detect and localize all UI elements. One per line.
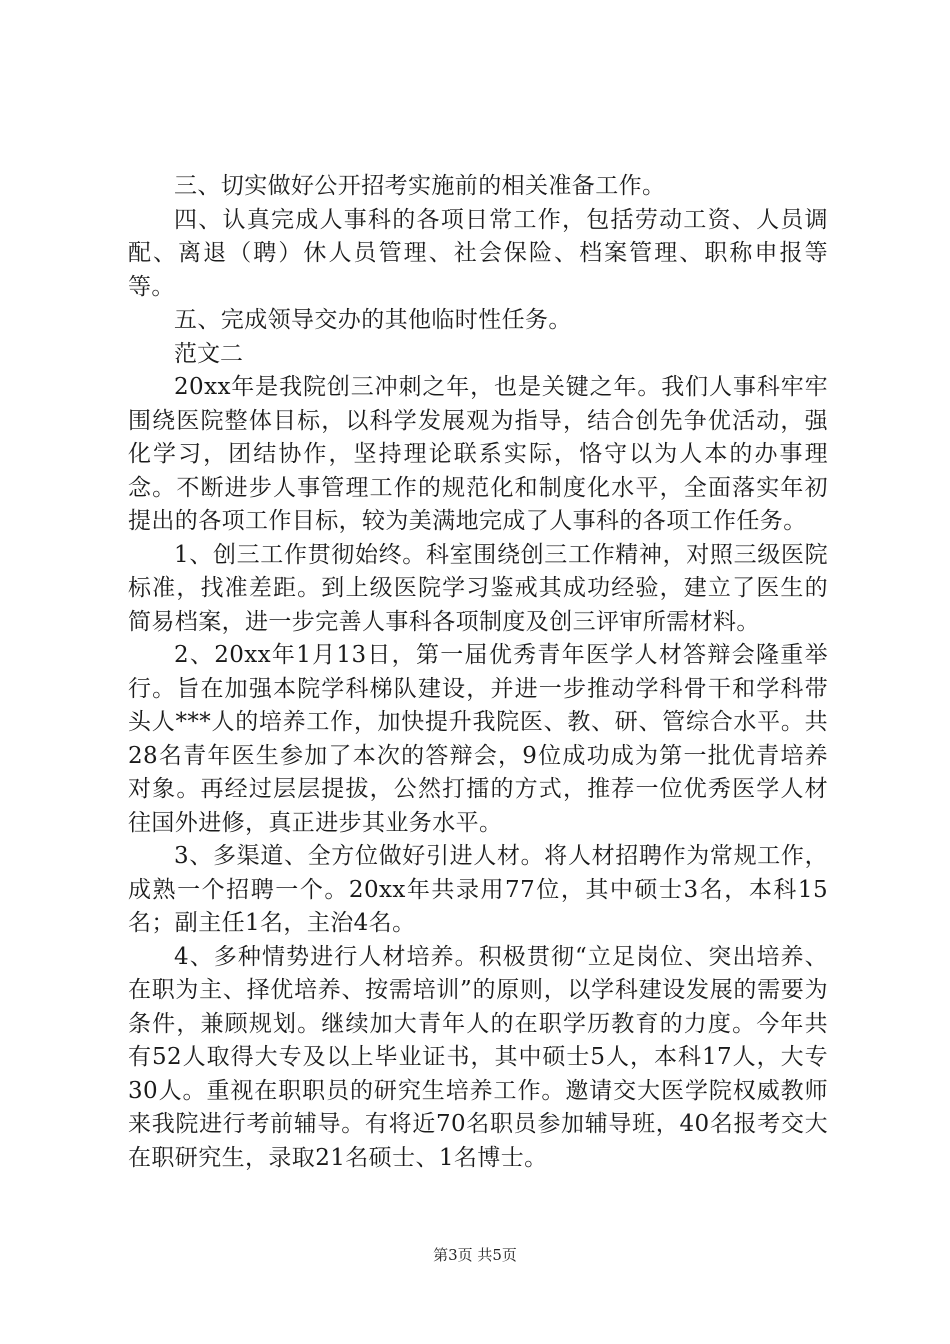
paragraph-item-3: 三、切实做好公开招考实施前的相关准备工作。 bbox=[174, 173, 666, 199]
paragraph-item-5: 五、完成领导交办的其他临时性任务。 bbox=[174, 307, 572, 333]
document-body bbox=[128, 170, 828, 1175]
list-item-1: 1、创三工作贯彻始终。科室围绕创三工作精神，对照三级医院标准，找准差距。到上级医院学习鉴戒其成功经验，建立了医生的简易档案，进一步完善人事科各项制度及创三评审所需材料。 bbox=[128, 541, 828, 635]
intro-paragraph: 20xx年是我院创三冲刺之年，也是关键之年。我们人事科牢牢围绕医院整体目标，以科学发展观为指导，结合创先争优活动，强化学习，团结协作，坚持理论联系实际，恪守以为人本的办事理念。不断进步人事管理工作的规范化和制度化水平，全面落实年初提出的各项工作目标，较为美满地完成了人事科的各项工作任务。 bbox=[128, 374, 828, 534]
section-heading: 范文二 bbox=[174, 340, 243, 367]
list-item-2: 2、20xx年1月13日，第一届优秀青年医学人材答辩会隆重举行。旨在加强本院学科梯队建设，并进一步推动学科骨干和学科带头人***人的培养工作，加快提升我院医、教、研、管综合水平。共28名青年医生参加了本次的答辩会，9位成功成为第一批优青培养对象。再经过层层提拔，公然打擂的方式，推荐一位优秀医学人材往国外进修，真正进步其业务水平。 bbox=[128, 642, 828, 836]
list-item-4: 4、多种情势进行人材培养。积极贯彻“立足岗位、突出培养、在职为主、择优培养、按需培训”的原则，以学科建设发展的需要为条件，兼顾规划。继续加大青年人的在职学历教育的力度。今年共有52人取得大专及以上毕业证书，其中硕士5人，本科17人，大专30人。重视在职职员的研究生培养工作。邀请交大医学院权威教师来我院进行考前辅导。有将近70名职员参加辅导班，40名报考交大在职研究生，录取21名硕士、1名博士。 bbox=[128, 943, 828, 1171]
paragraph-item-4: 四、认真完成人事科的各项日常工作，包括劳动工资、人员调配、离退（聘）休人员管理、社会保险、档案管理、职称申报等等。 bbox=[128, 206, 828, 300]
list-item-3: 3、多渠道、全方位做好引进人材。将人材招聘作为常规工作，成熟一个招聘一个。20xx年共录用77位，其中硕士3名，本科15名；副主任1名，主治4名。 bbox=[128, 843, 828, 936]
page-footer: 第3页 共5页 bbox=[433, 1246, 517, 1264]
